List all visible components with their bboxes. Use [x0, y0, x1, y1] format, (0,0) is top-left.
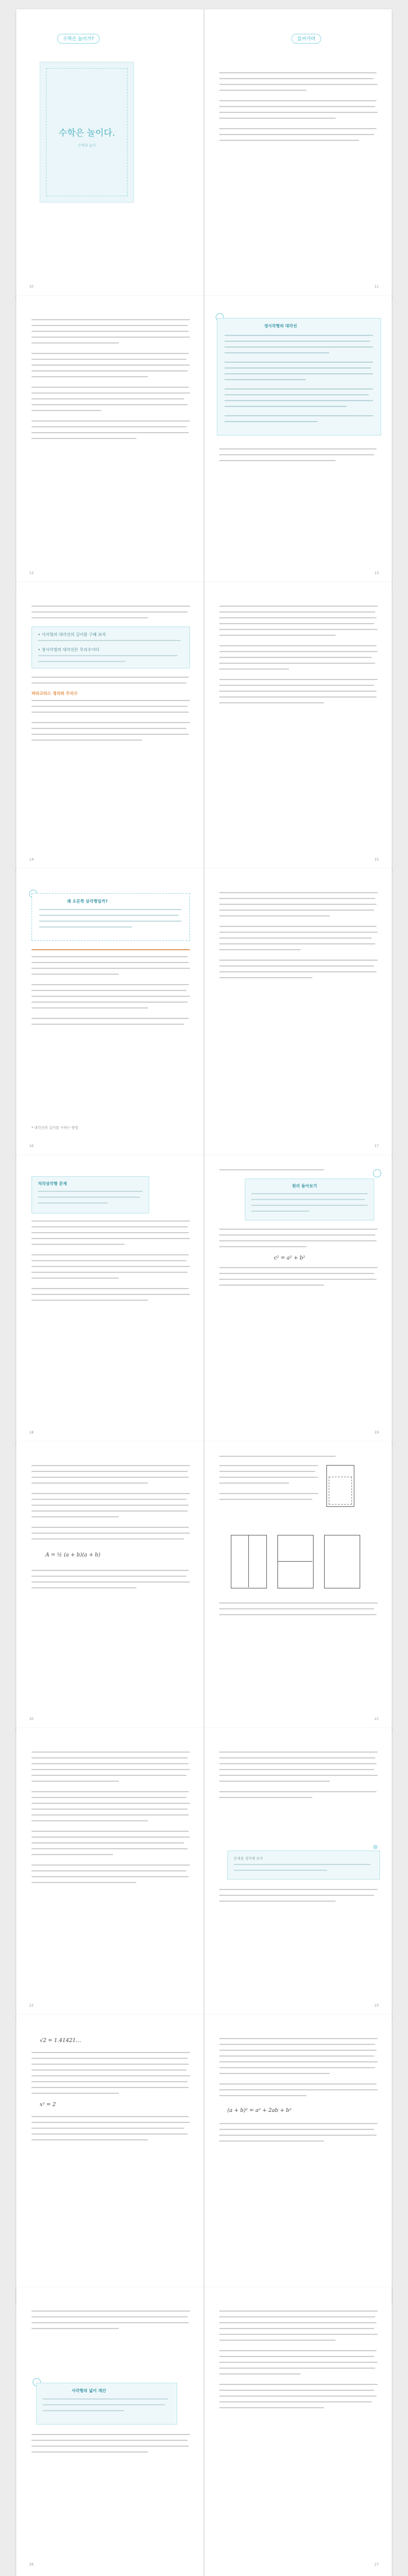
figure-rect-3	[324, 1535, 360, 1588]
footnote: * 대각선의 길이를 구하는 방법	[31, 1126, 79, 1130]
page-left	[16, 296, 204, 585]
spread-1	[16, 9, 392, 298]
spread-5	[16, 1155, 392, 1444]
page-number: 27	[374, 2563, 379, 2567]
page-left	[16, 2015, 204, 2303]
bullet-box	[31, 627, 190, 668]
page-right	[204, 1155, 392, 1444]
chapter-header-pill: 들어가며	[291, 34, 321, 44]
page-number: 15	[374, 858, 379, 862]
page-number: 20	[29, 1717, 34, 1721]
page-left	[16, 1155, 204, 1444]
concept-box	[217, 318, 381, 436]
figure-inner	[329, 1477, 352, 1505]
page-right	[204, 296, 392, 585]
title-card	[40, 62, 134, 203]
page-number: 13	[374, 571, 379, 575]
page-right	[204, 2015, 392, 2303]
concept-box-title: 정사각형의 대각선	[264, 324, 297, 328]
decorative-dot-icon	[373, 1845, 378, 1849]
page-number: 19	[374, 1431, 379, 1435]
spread-3	[16, 582, 392, 871]
page-right	[204, 2287, 392, 2576]
info-box-title: 직각삼각형 문제	[38, 1181, 67, 1186]
thought-box	[227, 1850, 380, 1880]
area-box	[36, 2383, 177, 2425]
spread-2	[16, 296, 392, 585]
page-number: 26	[29, 2563, 34, 2567]
page-left	[16, 9, 204, 298]
review-box	[245, 1179, 374, 1220]
area-box-title: 사각형의 넓이 계산	[72, 2389, 106, 2393]
bullet-item: • 정사각형의 대각선은 무리수이다	[38, 647, 100, 652]
page-right	[204, 582, 392, 871]
equation: √2 = 1.41421…	[40, 2038, 81, 2044]
spread-7	[16, 1728, 392, 2017]
page-number: 10	[29, 285, 34, 289]
info-box	[31, 1176, 149, 1213]
spread-9	[16, 2287, 392, 2576]
lightbulb-icon	[373, 1169, 381, 1177]
page-left	[16, 582, 204, 871]
page-number: 23	[374, 2004, 379, 2008]
page-number: 14	[29, 858, 34, 862]
spread-8	[16, 2015, 392, 2303]
page-number: 22	[29, 2004, 34, 2008]
question-box	[31, 893, 190, 941]
spread-6	[16, 1442, 392, 1731]
equation: A = ½ (a + b)(a + b)	[45, 1552, 101, 1558]
page-right	[204, 9, 392, 298]
review-box-title: 원리 돌아보기	[292, 1184, 318, 1188]
figure-rect-1	[231, 1535, 267, 1588]
page-left	[16, 869, 204, 1158]
page-left	[16, 2287, 204, 2576]
page-number: 16	[29, 1144, 34, 1148]
equation: (a + b)² = a² + 2ab + b²	[227, 2108, 292, 2114]
page-number: 18	[29, 1431, 34, 1435]
spread-4	[16, 869, 392, 1158]
page-left	[16, 1728, 204, 2017]
title-card-sub: 수학과 놀이	[78, 144, 96, 148]
page-number: 11	[374, 285, 379, 289]
page-right	[204, 869, 392, 1158]
equation: c² = a² + b²	[274, 1255, 305, 1261]
thought-box-text: 문제를 생각해 보자	[234, 1857, 263, 1861]
page-number: 17	[374, 1144, 379, 1148]
page-number: 12	[29, 571, 34, 575]
figure-rect-2	[277, 1535, 314, 1588]
page-right	[204, 1442, 392, 1731]
chapter-header-pill: 수학은 놀이가?	[57, 34, 100, 44]
title-card-text: 수학은 놀이다.	[58, 128, 115, 138]
page-number: 21	[374, 1717, 379, 1721]
question-box-title: 왜 오른쪽 삼각형일까?	[67, 899, 108, 904]
bullet-item: • 사각형의 대각선의 길이를 구해 보자	[38, 632, 106, 637]
section-label: 피타고라스 정리와 무리수	[31, 691, 78, 696]
equation: x² = 2	[40, 2102, 56, 2108]
page-left	[16, 1442, 204, 1731]
page-right	[204, 1728, 392, 2017]
